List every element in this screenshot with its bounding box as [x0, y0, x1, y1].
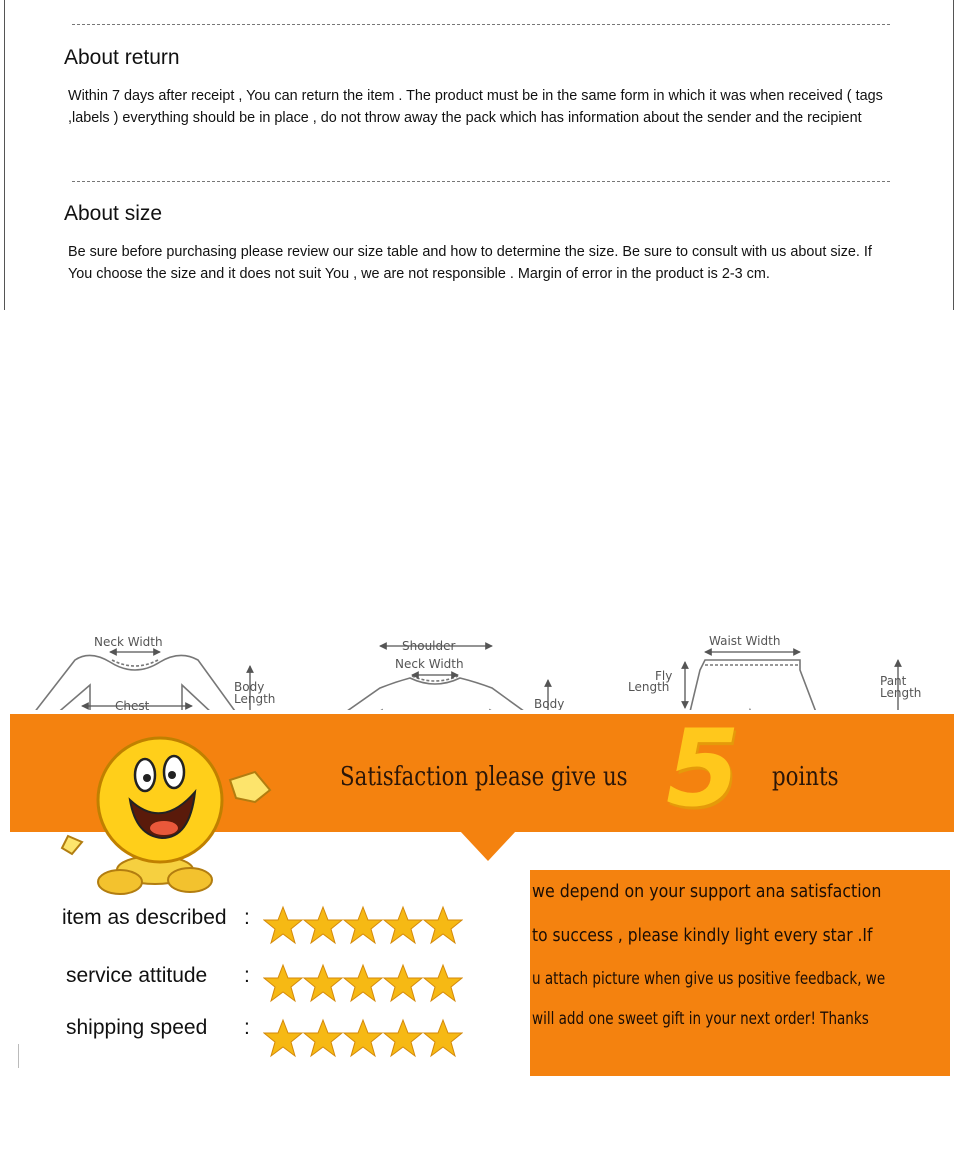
- star-icon: [344, 907, 382, 943]
- rating-colon-shipping: :: [244, 1016, 250, 1039]
- pants-waist-label: Waist Width: [709, 634, 781, 648]
- star-icon: [304, 1020, 342, 1056]
- feedback-line-2: to success , please kindly light every star .If: [532, 925, 873, 946]
- bodysuit-neck-label: Neck Width: [94, 635, 163, 649]
- star-icon: [344, 1020, 382, 1056]
- feedback-line-4: will add one sweet gift in your next order! Thanks: [532, 1009, 869, 1028]
- bodysuit-body-label-2: Length: [234, 692, 276, 706]
- rating-stars-service[interactable]: [263, 963, 463, 1003]
- page-edge-left: [4, 0, 5, 310]
- star-icon: [424, 907, 462, 943]
- return-heading: About return: [64, 46, 180, 69]
- rating-colon-item: :: [244, 906, 250, 929]
- banner-notch: [460, 831, 516, 861]
- star-icon: [384, 965, 422, 1001]
- star-icon: [384, 1020, 422, 1056]
- size-chart: [0, 310, 960, 710]
- size-heading: About size: [64, 202, 163, 225]
- shirt-body-label-1: Body: [534, 697, 565, 710]
- shirt-shoulder-label: Shoulder: [402, 639, 456, 653]
- star-icon: [424, 1020, 462, 1056]
- star-icon: [384, 907, 422, 943]
- page-edge-right: [953, 0, 954, 310]
- star-icon: [264, 1020, 302, 1056]
- star-icon: [264, 907, 302, 943]
- rating-stars-shipping[interactable]: [263, 1018, 463, 1058]
- banner-five: 5: [666, 707, 740, 830]
- bodysuit-chest-label: Chest: [115, 699, 150, 710]
- star-icon: [344, 965, 382, 1001]
- pants-fly-label-1: Fly: [655, 669, 673, 683]
- return-text: Within 7 days after receipt , You can return the item . The product must be in the same form in which it was when received ( tags ,labels ) everything should be in place , do not throw away the pack which has information about the sender and the recipient: [68, 88, 883, 126]
- divider-top: [72, 24, 890, 25]
- star-icon: [304, 907, 342, 943]
- decor-mark: [18, 1044, 23, 1068]
- banner-text-left: Satisfaction please give us: [340, 762, 628, 792]
- shirt-outline: [320, 678, 550, 710]
- pants-pant-label-2: Length: [880, 686, 922, 700]
- star-icon: [264, 965, 302, 1001]
- banner-text-right: points: [772, 762, 839, 792]
- shirt-neck-label: Neck Width: [395, 657, 464, 671]
- feedback-line-3: u attach picture when give us positive feedback, we: [532, 969, 886, 988]
- size-text: Be sure before purchasing please review our size table and how to determine the size. Be sure to consult with us about size. If You choose the size and it does not suit You , we are not responsible . Margin of error in the product is 2-3 cm.: [68, 244, 872, 282]
- rating-label-item: item as described: [62, 906, 227, 929]
- rating-stars-item[interactable]: [263, 905, 463, 945]
- smiley-mascot-icon: [50, 720, 280, 910]
- pants-outline: [676, 660, 838, 710]
- rating-colon-service: :: [244, 964, 250, 987]
- rating-label-shipping: shipping speed: [66, 1016, 208, 1039]
- pants-fly-label-2: Length: [628, 680, 670, 694]
- rating-label-service: service attitude: [66, 964, 208, 987]
- divider-middle: [72, 181, 890, 182]
- bodysuit-body-label-1: Body: [234, 680, 265, 694]
- shirt-body-label-2: [534, 709, 575, 710]
- pants-pant-label-1: Pant: [880, 674, 907, 688]
- star-icon: [424, 965, 462, 1001]
- feedback-line-1: we depend on your support ana satisfaction: [532, 881, 882, 902]
- star-icon: [304, 965, 342, 1001]
